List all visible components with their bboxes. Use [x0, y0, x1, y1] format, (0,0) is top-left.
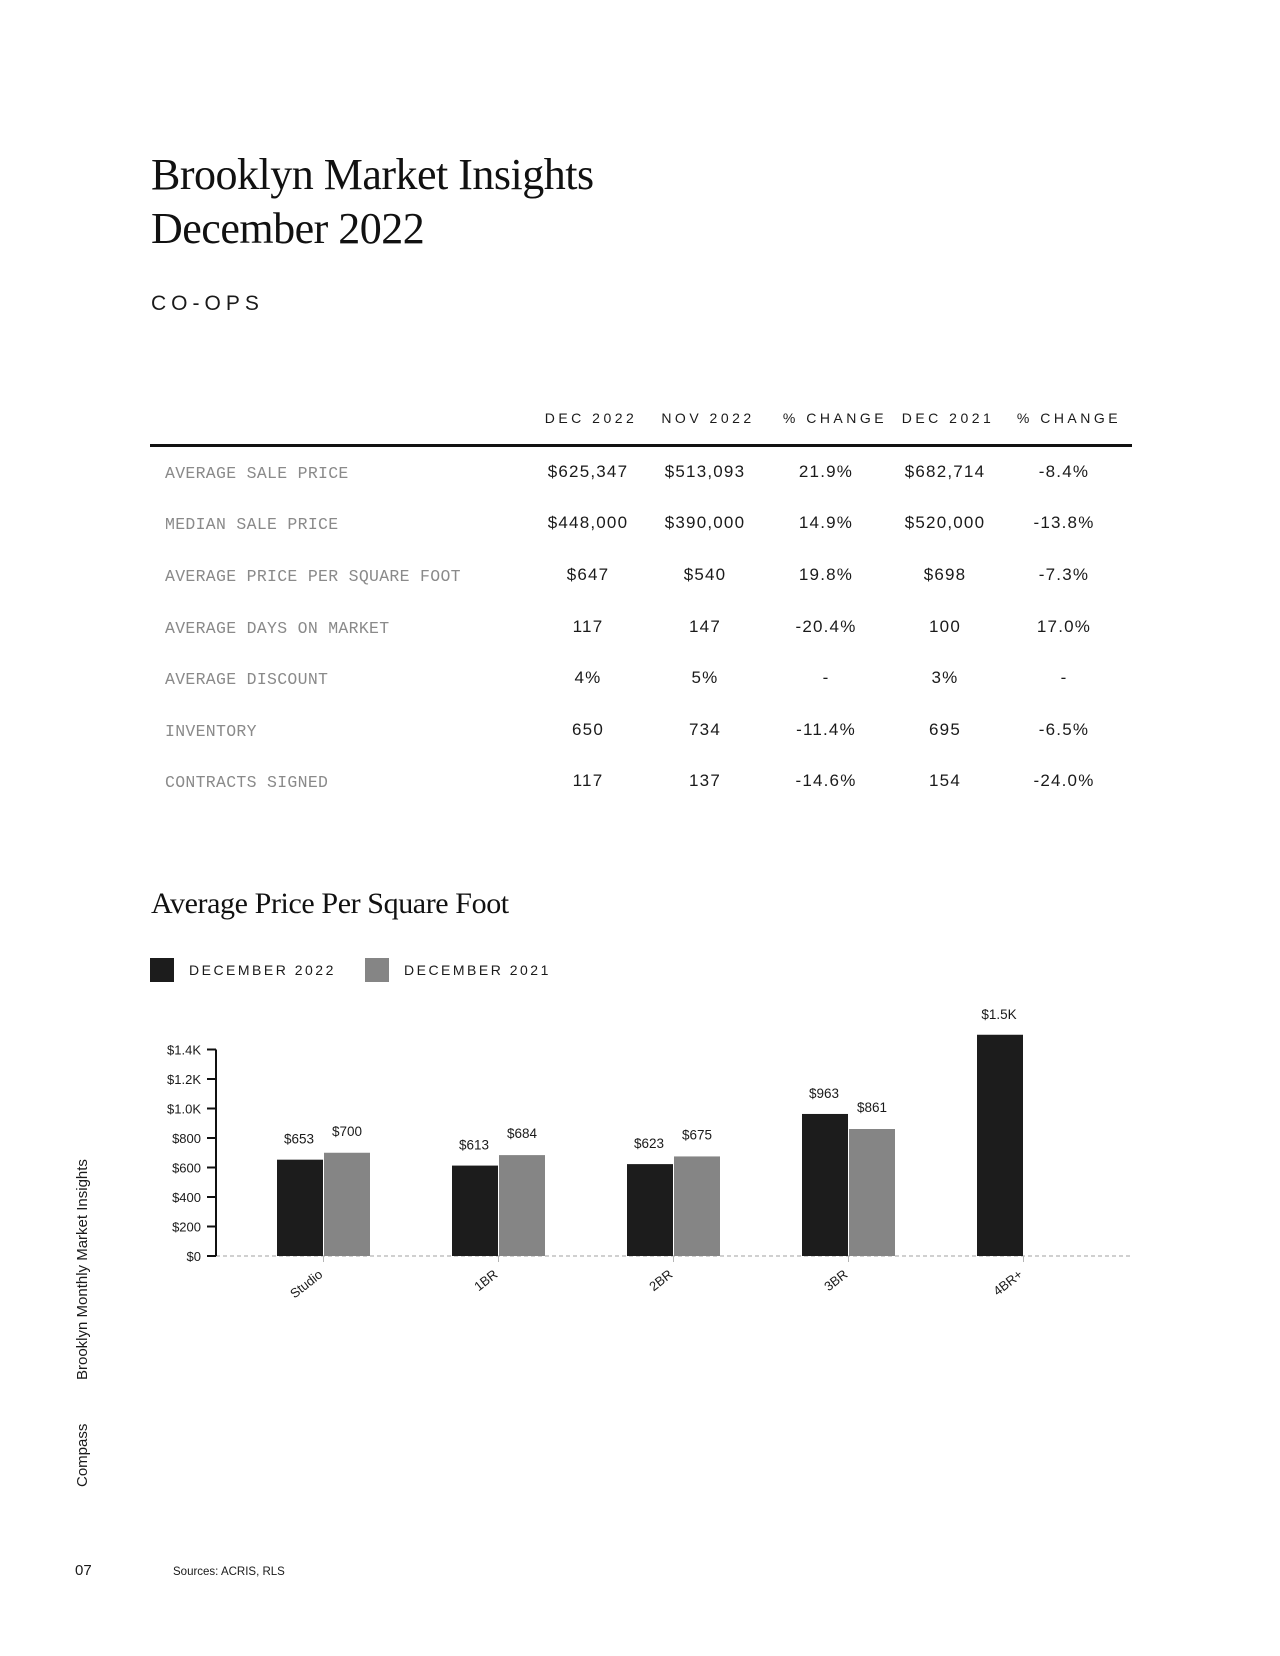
bar-3br-dec-2021: [849, 1129, 895, 1256]
bar-studio-dec-2022: [277, 1160, 323, 1256]
table-cell: 5%: [691, 668, 719, 687]
bar-value-label: $861: [856, 1100, 888, 1116]
table-cell: 650: [572, 720, 604, 739]
table-cell: -6.5%: [1038, 720, 1090, 739]
row-label: AVERAGE PRICE PER SQUARE FOOT: [165, 567, 461, 586]
table-cell: $647: [566, 565, 610, 584]
x-tick-label: 2BR: [646, 1266, 676, 1294]
y-tick-label: $600: [172, 1160, 201, 1176]
bar-value-label: $1.5K: [981, 1006, 1017, 1022]
side-text-brand: Compass: [74, 1423, 91, 1487]
table-cell: 734: [689, 720, 721, 739]
bar-value-label: $613: [458, 1137, 490, 1153]
table-cell: 17.0%: [1036, 617, 1092, 636]
col-header-nov-2022: NOV 2022: [661, 410, 755, 426]
table-cell: $520,000: [904, 513, 986, 532]
table-cell: $448,000: [547, 513, 629, 532]
table-cell: $682,714: [904, 462, 986, 481]
bar-1br-dec-2022: [452, 1166, 498, 1256]
table-cell: $513,093: [664, 462, 746, 481]
y-tick-label: $1.0K: [167, 1101, 201, 1117]
table-cell: 4%: [574, 668, 602, 687]
table-cell: $625,347: [547, 462, 629, 481]
table-cell: 14.9%: [798, 513, 854, 532]
bar-2br-dec-2022: [627, 1164, 673, 1256]
title-line-1: Brooklyn Market Insights: [151, 150, 594, 199]
bar-value-label: $684: [506, 1126, 538, 1142]
table-cell: -13.8%: [1033, 513, 1095, 532]
bar-value-label: $653: [283, 1131, 315, 1147]
bar-1br-dec-2021: [499, 1155, 545, 1256]
bar-2br-dec-2021: [674, 1156, 720, 1256]
y-tick-label: $800: [172, 1131, 201, 1146]
table-cell: 695: [929, 720, 961, 739]
y-tick-label: $400: [172, 1190, 201, 1205]
row-label: AVERAGE SALE PRICE: [165, 464, 349, 483]
table-cell: -20.4%: [795, 617, 857, 636]
table-cell: -24.0%: [1033, 771, 1095, 790]
table-cell: 21.9%: [798, 462, 854, 481]
col-header-change-1: % CHANGE: [782, 410, 888, 426]
table-cell: $390,000: [664, 513, 746, 532]
y-tick-label: $1.2K: [167, 1072, 201, 1087]
table-cell: 147: [689, 617, 721, 636]
table-cell: -: [1060, 668, 1068, 687]
table-cell: 100: [929, 617, 961, 636]
y-tick-label: $0: [186, 1249, 201, 1264]
x-tick-label: 4BR+: [990, 1266, 1026, 1299]
side-text-report: Brooklyn Monthly Market Insights: [74, 1159, 91, 1380]
table-cell: -7.3%: [1038, 565, 1090, 584]
table-cell: 3%: [931, 668, 959, 687]
y-tick-label: $200: [172, 1219, 201, 1235]
table-cell: -8.4%: [1038, 462, 1090, 481]
bar-studio-dec-2021: [324, 1153, 370, 1256]
table-cell: 137: [689, 771, 721, 790]
row-label: INVENTORY: [165, 722, 257, 741]
y-tick-label: $1.4K: [167, 1042, 201, 1058]
x-tick-label: 1BR: [471, 1266, 501, 1294]
col-header-dec-2022: DEC 2022: [544, 410, 638, 426]
bar-3br-dec-2022: [802, 1114, 848, 1256]
table-cell: -11.4%: [796, 720, 856, 739]
col-header-dec-2021: DEC 2021: [901, 410, 995, 426]
table-cell: 117: [572, 617, 604, 636]
title-line-2: December 2022: [151, 204, 425, 253]
bar-4br-dec-2022: [977, 1035, 1023, 1256]
row-label: AVERAGE DISCOUNT: [165, 670, 329, 689]
bar-value-label: $700: [331, 1123, 363, 1139]
row-label: MEDIAN SALE PRICE: [165, 515, 339, 534]
bar-value-label: $675: [681, 1127, 713, 1143]
page-number: 07: [75, 1562, 92, 1579]
bar-value-label: $623: [633, 1136, 665, 1152]
legend-label-dec-2022: DECEMBER 2022: [189, 962, 336, 978]
row-label: AVERAGE DAYS ON MARKET: [165, 619, 390, 638]
table-cell: -14.6%: [795, 771, 857, 790]
x-tick-label: Studio: [287, 1266, 326, 1302]
table-cell: 154: [929, 771, 961, 790]
row-label: CONTRACTS SIGNED: [165, 773, 329, 792]
chart-title: Average Price Per Square Foot: [151, 887, 509, 920]
bar-value-label: $963: [808, 1085, 840, 1101]
section-label: CO-OPS: [151, 292, 264, 315]
legend-label-dec-2021: DECEMBER 2021: [404, 962, 551, 978]
x-tick-label: 3BR: [821, 1266, 851, 1294]
table-cell: -: [822, 668, 830, 687]
table-cell: $540: [683, 565, 727, 584]
table-cell: $698: [923, 565, 967, 584]
table-cell: 117: [572, 771, 604, 790]
col-header-change-2: % CHANGE: [1016, 410, 1122, 426]
sources-note: Sources: ACRIS, RLS: [173, 1566, 285, 1578]
table-cell: 19.8%: [798, 565, 854, 584]
